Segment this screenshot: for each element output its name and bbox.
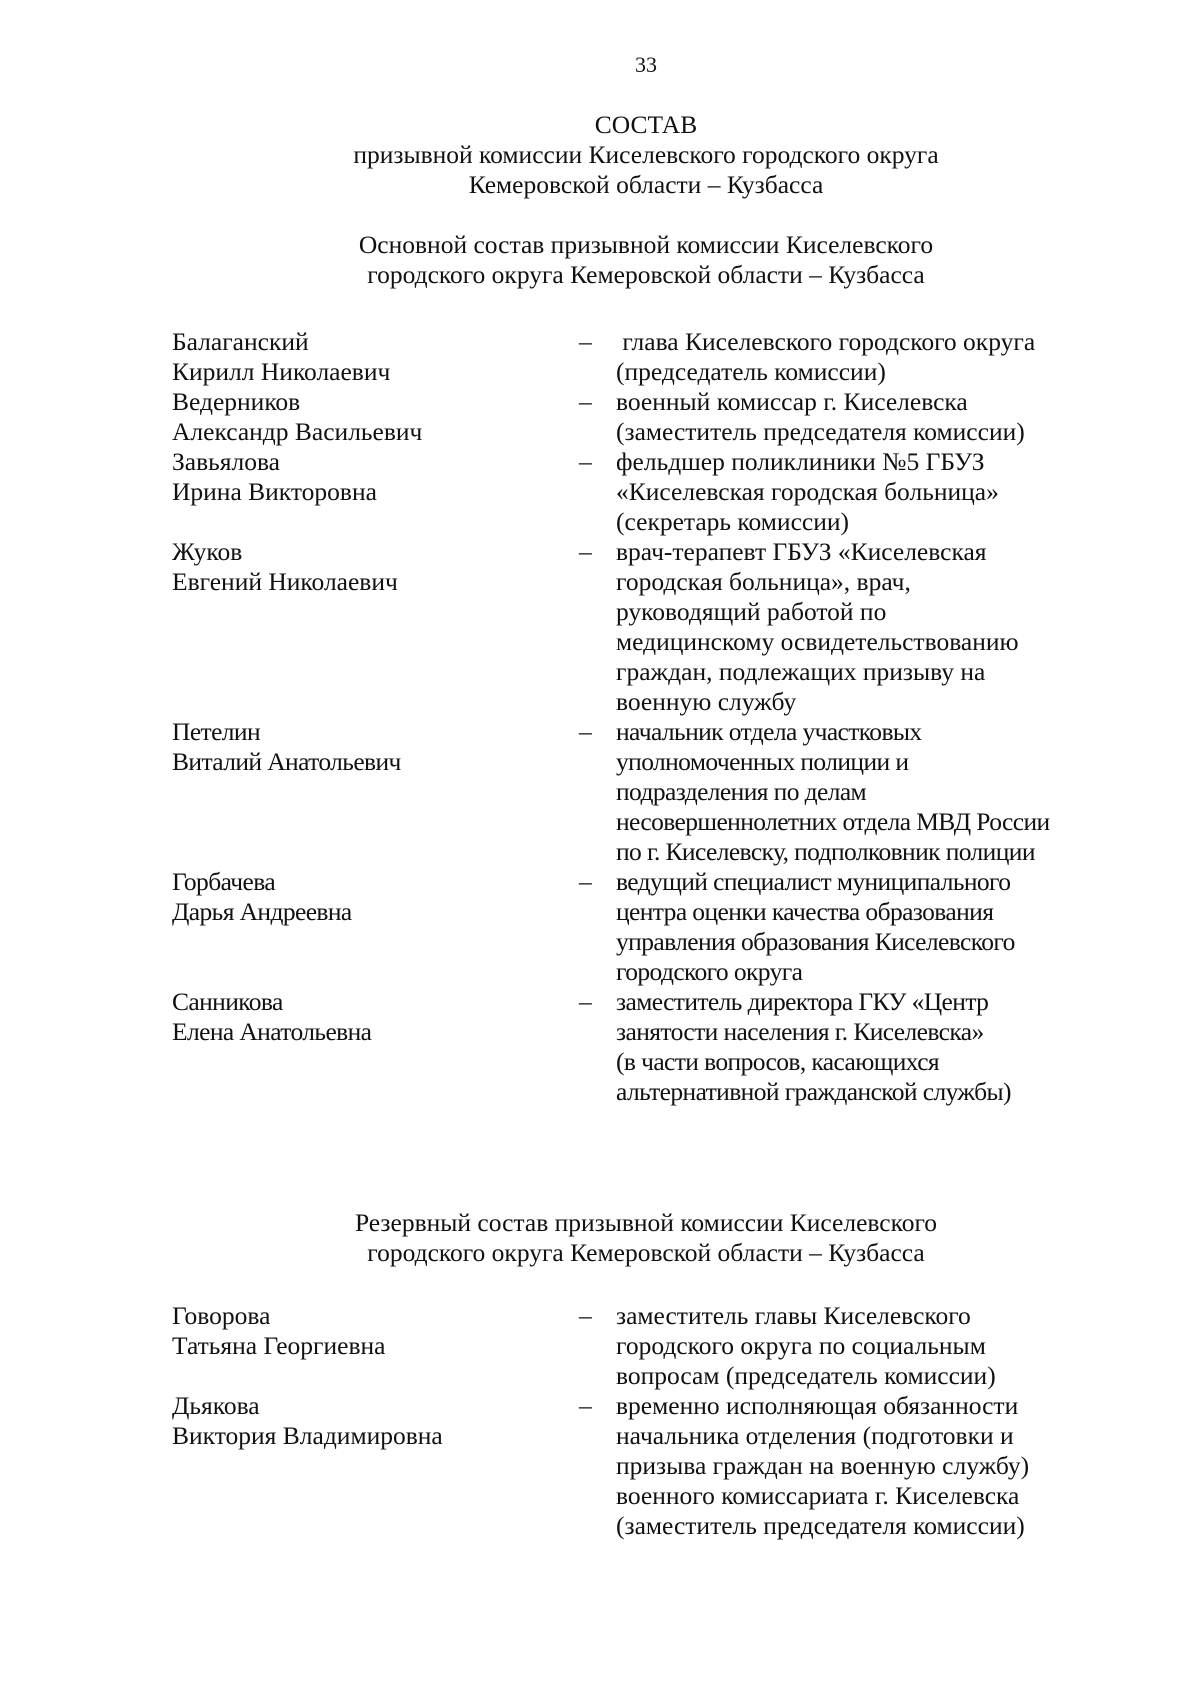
member-name — [172, 537, 552, 597]
role-line: временно исполняющая обязанности — [616, 1391, 1019, 1420]
role-line: занятости населения г. Киселевска» — [616, 1017, 984, 1046]
member-surname: Жуков — [172, 537, 243, 566]
member-name — [172, 387, 552, 447]
member-entry — [172, 1391, 1132, 1541]
member-dash: – — [579, 447, 592, 476]
role-line: заместитель главы Киселевского — [616, 1301, 971, 1330]
role-line: врач-терапевт ГБУЗ «Киселевская — [616, 537, 987, 566]
primary-heading-line-1: Основной состав призывной комиссии Киселевского — [358, 230, 934, 259]
role-line: (в части вопросов, касающихся — [616, 1047, 940, 1076]
role-line: военную службу — [616, 687, 797, 716]
member-surname: Дьякова — [172, 1391, 260, 1420]
member-role — [616, 537, 1106, 717]
role-line: уполномоченных полиции и — [616, 747, 909, 776]
member-dash: – — [579, 867, 592, 896]
member-dash: – — [579, 327, 592, 356]
member-given-name: Ирина Викторовна — [172, 477, 377, 506]
page-number: 33 — [635, 52, 657, 77]
member-entry — [172, 447, 1132, 537]
role-line: альтернативной гражданской службы) — [616, 1077, 1011, 1106]
role-line: управления образования Киселевского — [616, 927, 1015, 956]
member-name — [172, 327, 552, 387]
member-surname: Завьялова — [172, 447, 280, 476]
role-line: руководящий работой по — [616, 597, 887, 626]
role-line: начальник отдела участковых — [616, 717, 922, 746]
member-entry — [172, 867, 1132, 987]
member-dash: – — [579, 1391, 592, 1420]
member-role — [616, 327, 1106, 387]
role-line: «Киселевская городская больница» — [616, 477, 999, 506]
role-line: несовершеннолетних отдела МВД России — [616, 807, 1050, 836]
role-line: начальника отделения (подготовки и — [616, 1421, 1014, 1450]
title-line-2: призывной комиссии Киселевского городского округа — [353, 140, 939, 169]
role-line: фельдшер поликлиники №5 ГБУЗ — [616, 447, 985, 476]
role-line: (председатель комиссии) — [616, 357, 886, 386]
member-role — [616, 1391, 1106, 1541]
role-line: городского округа — [616, 957, 803, 986]
member-dash: – — [579, 987, 592, 1016]
member-role — [616, 987, 1106, 1107]
member-role — [616, 717, 1106, 867]
member-role — [616, 867, 1106, 987]
member-surname: Санникова — [172, 987, 283, 1016]
title-line-1: СОСТАВ — [594, 110, 698, 139]
member-dash: – — [579, 717, 592, 746]
member-name — [172, 867, 552, 927]
member-entry — [172, 1301, 1132, 1391]
role-line: городского округа по социальным — [616, 1331, 986, 1360]
primary-heading-line-2: городского округа Кемеровской области – Кузбасса — [367, 260, 925, 289]
member-given-name: Евгений Николаевич — [172, 567, 398, 596]
member-dash: – — [579, 1301, 592, 1330]
primary-section-heading — [0, 230, 1200, 290]
member-entry — [172, 327, 1132, 387]
member-role — [616, 387, 1106, 447]
role-line: медицинскому освидетельствованию — [616, 627, 1019, 656]
member-surname: Петелин — [172, 717, 261, 746]
role-line: (заместитель председателя комиссии) — [616, 417, 1025, 446]
role-line: центра оценки качества образования — [616, 897, 994, 926]
member-entry — [172, 717, 1132, 867]
reserve-heading-line-1: Резервный состав призывной комиссии Киселевского — [354, 1208, 938, 1237]
member-name — [172, 987, 552, 1047]
member-given-name: Александр Васильевич — [172, 417, 423, 446]
member-role — [616, 447, 1106, 537]
role-line: граждан, подлежащих призыву на — [616, 657, 986, 686]
role-line: городская больница», врач, — [616, 567, 911, 596]
member-given-name: Кирилл Николаевич — [172, 357, 391, 386]
role-line: (секретарь комиссии) — [616, 507, 849, 536]
member-surname: Балаганский — [172, 327, 309, 356]
member-surname: Горбачева — [172, 867, 276, 896]
reserve-section-heading — [0, 1208, 1200, 1268]
title-line-3: Кемеровской области – Кузбасса — [468, 170, 824, 199]
member-name — [172, 1391, 552, 1451]
member-entry — [172, 387, 1132, 447]
member-surname: Ведерников — [172, 387, 301, 416]
role-line: заместитель директора ГКУ «Центр — [616, 987, 989, 1016]
member-role — [616, 1301, 1106, 1391]
member-given-name: Виктория Владимировна — [172, 1421, 443, 1450]
role-line: ведущий специалист муниципального — [616, 867, 1011, 896]
role-line: подразделения по делам — [616, 777, 867, 806]
primary-member-list — [172, 327, 1132, 1107]
member-given-name: Елена Анатольевна — [172, 1017, 372, 1046]
member-dash: – — [579, 387, 592, 416]
member-name — [172, 447, 552, 507]
role-line: глава Киселевского городского округа — [616, 327, 1036, 356]
document-title — [0, 110, 1200, 200]
member-given-name: Дарья Андреевна — [172, 897, 352, 926]
member-entry — [172, 537, 1132, 717]
member-name — [172, 1301, 552, 1361]
role-line: призыва граждан на военную службу) — [616, 1451, 1030, 1480]
member-entry — [172, 987, 1132, 1107]
member-dash: – — [579, 537, 592, 566]
member-surname: Говорова — [172, 1301, 271, 1330]
role-line: (заместитель председателя комиссии) — [616, 1511, 1025, 1540]
member-given-name: Виталий Анатольевич — [172, 747, 401, 776]
role-line: военный комиссар г. Киселевска — [616, 387, 968, 416]
role-line: вопросам (председатель комиссии) — [616, 1361, 996, 1390]
reserve-heading-line-2: городского округа Кемеровской области – Кузбасса — [367, 1238, 925, 1267]
member-given-name: Татьяна Георгиевна — [172, 1331, 386, 1360]
member-name — [172, 717, 552, 777]
role-line: военного комиссариата г. Киселевска — [616, 1481, 1020, 1510]
role-line: по г. Киселевску, подполковник полиции — [616, 837, 1035, 866]
reserve-member-list — [172, 1301, 1132, 1541]
